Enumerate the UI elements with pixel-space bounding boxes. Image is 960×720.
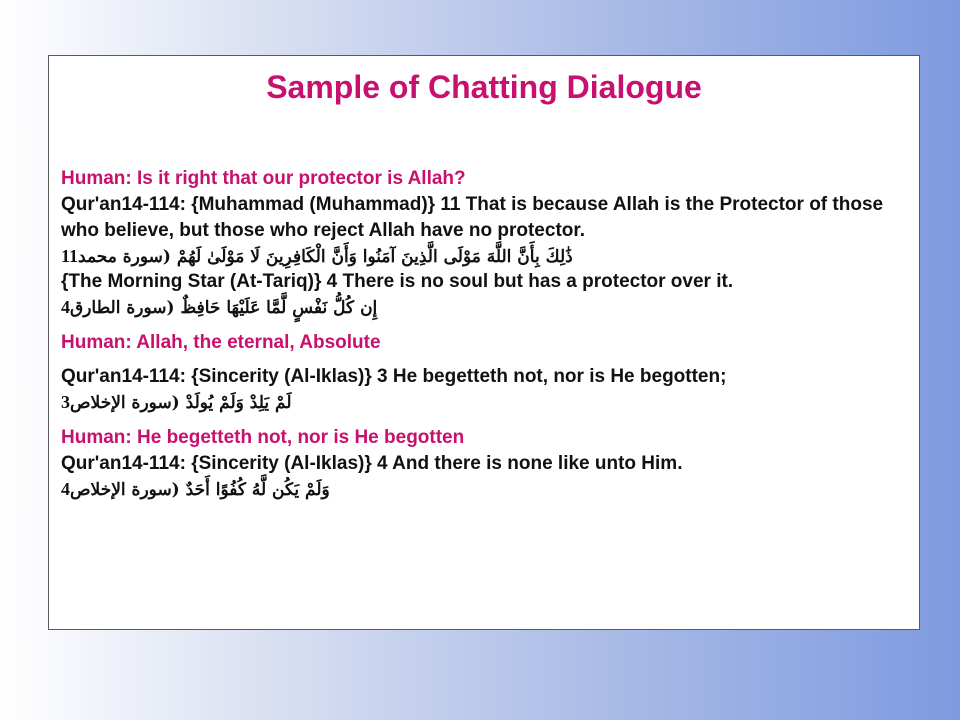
quran-answer-english: Qur'an14-114: {Muhammad (Muhammad)} 11 That is because Allah is the Protector of those who believe, but those who reject Allah have no protector.	[61, 194, 884, 241]
quran-answer-english: {The Morning Star (At-Tariq)} 4 There is no soul but has a protector over it.	[61, 271, 734, 292]
quran-answer-arabic	[61, 477, 911, 502]
arabic-verse: ذَٰلِكَ بِأَنَّ اللَّهَ مَوْلَى الَّذِينَ آمَنُوا وَأَنَّ الْكَافِرِينَ لَا مَوْلَىٰ لَهُمْ (سورة محمد	[78, 247, 573, 267]
human-question: Human: Is it right that our protector is Allah?	[61, 168, 466, 189]
human-question: Human: He begetteth not, nor is He begotten	[61, 427, 465, 448]
quran-answer-arabic	[61, 295, 911, 320]
verse-number: 3	[61, 392, 70, 412]
slide-title: Sample of Chatting Dialogue	[266, 69, 702, 105]
dialogue-body	[61, 166, 911, 502]
verse-number: 4	[61, 297, 70, 317]
slide-content-box	[48, 55, 920, 630]
quran-answer-arabic	[61, 244, 911, 269]
human-question: Human: Allah, the eternal, Absolute	[61, 332, 381, 353]
arabic-verse: إِن كُلُّ نَفْسٍ لَّمَّا عَلَيْهَا حَافِظٌ (سورة الطارق	[70, 298, 378, 318]
verse-number: 11	[61, 246, 79, 266]
quran-answer-arabic	[61, 390, 911, 415]
quran-answer-english: Qur'an14-114: {Sincerity (Al-Iklas)} 4 And there is none like unto Him.	[61, 453, 683, 474]
arabic-verse: لَمْ يَلِدْ وَلَمْ يُولَدْ (سورة الإخلاص	[70, 393, 292, 413]
arabic-verse: وَلَمْ يَكُن لَّهُ كُفُوًا أَحَدٌ (سورة الإخلاص	[70, 480, 330, 500]
verse-number: 4	[61, 479, 70, 499]
quran-answer-english: Qur'an14-114: {Sincerity (Al-Iklas)} 3 He begetteth not, nor is He begotten;	[61, 366, 727, 387]
